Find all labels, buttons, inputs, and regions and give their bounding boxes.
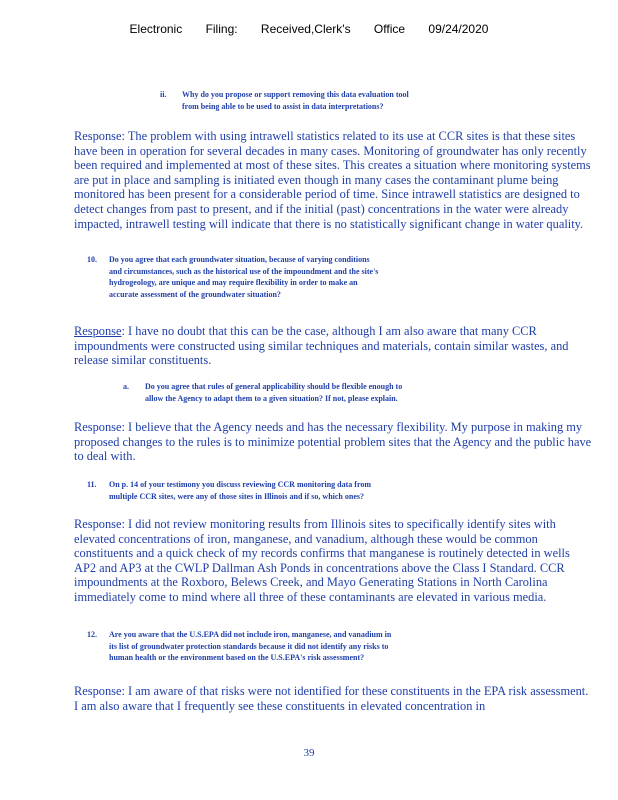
header-received: Received,Clerk's — [260, 22, 351, 36]
response-paragraph-1: Response: The problem with using intrawell statistics related to its use at CCR sites is that these sites have been in operation for several decades in many cases. Monitoring of groundwater has only recently been required and implemented at most of these sites. This creates a situation where monitoring systems are put in place and sampling is initiated even though in many cases the contaminant plume being monitored has been present for a considerable period of time. Since intrawell statistics are designed to detect changes from past to present, and if the initial (past) concentrations in the water were already impacted, intrawell testing will indicate that there is no statistically significant change in water quality. — [74, 129, 591, 231]
question-text: Do you agree that each groundwater situation, because of varying conditions and circumstances, such as the historical use of the impoundment and the site's hydrogeology, are unique and may require flexibility in order to make an accurate assessment of the groundwater situation? — [109, 255, 379, 299]
question-text: Are you aware that the U.S.EPA did not include iron, manganese, and vanadium in its list of groundwater protection standards because it did not identify any risks to human health or the environment based on the U.S.EPA's risk assessment? — [109, 630, 392, 662]
response-text: I did not review monitoring results from Illinois sites to specifically identify sites with elevated concentrations of iron, manganese, and vanadium, although these would be common constituents and a quick check of my records confirms that manganese is routinely detected in wells AP2 and AP3 at the CWLP Dallman Ash Ponds in concentrations above the Class I Standard. CCR impoundments at the Roxboro, Belews Creek, and Mayo Generating Stations in North Carolina immediately come to mind where all three of these contaminants are elevated in various media. — [74, 517, 570, 604]
question-11 — [87, 479, 379, 502]
page-number: 39 — [303, 747, 315, 759]
response-text: The problem with using intrawell statistics related to its use at CCR sites is that these sites have been in operation for several decades in many cases. Monitoring of groundwater has only recently been required and implemented at most of these sites. This creates a situation where monitoring systems are put in place and sampling is initiated even though in many cases the contaminant plume being monitored has been present for a considerable period of time. Since intrawell statistics are designed to detect changes from past to present, and if the initial (past) concentrations in the water were already impacted, intrawell testing will indicate that there is no statistically significant change in water quality. — [74, 129, 591, 231]
question-ii — [160, 89, 412, 112]
header-date: 09/24/2020 — [428, 22, 489, 36]
response-text: I have no doubt that this can be the case, although I am also aware that many CCR impoundments were constructed using similar techniques and materials, contain similar wastes, and release similar constituents. — [74, 324, 569, 368]
question-number: a. — [123, 382, 129, 391]
response-text: I am aware of that risks were not identified for these constituents in the EPA risk assessment. I am also aware that I frequently see these constituents in elevated concentration in — [74, 684, 589, 713]
response-label: Response — [74, 684, 122, 698]
question-number: 11. — [87, 480, 97, 489]
filing-header — [0, 22, 618, 36]
question-number: ii. — [160, 90, 167, 99]
response-text: I believe that the Agency needs and has the necessary flexibility. My purpose in making my proposed changes to the rules is to minimize potential problem sites that the Agency and the public have to deal with. — [74, 420, 592, 464]
question-text: Do you agree that rules of general applicability should be flexible enough to allow the Agency to adapt them to a given situation? If not, please explain. — [145, 382, 403, 403]
question-10 — [87, 254, 384, 300]
response-paragraph-4: Response: I did not review monitoring results from Illinois sites to specifically identify sites with elevated concentrations of iron, manganese, and vanadium, although these would be common constituents and a quick check of my records confirms that manganese is routinely detected in wells AP2 and AP3 at the CWLP Dallman Ash Ponds in concentrations above the Class I Standard. CCR impoundments at the Roxboro, Belews Creek, and Mayo Generating Stations in North Carolina immediately come to mind where all three of these contaminants are elevated in various media. — [74, 517, 570, 604]
response-paragraph-3: Response: I believe that the Agency needs and has the necessary flexibility. My purpose in making my proposed changes to the rules is to minimize potential problem sites that the Agency and the public have to deal with. — [74, 420, 592, 464]
response-label: Response — [74, 517, 122, 531]
header-office: Office — [373, 22, 406, 36]
response-label: Response — [74, 420, 122, 434]
response-paragraph-5: Response: I am aware of that risks were not identified for these constituents in the EPA risk assessment. I am also aware that I frequently see these constituents in elevated concentration in — [74, 684, 589, 713]
response-label: Response — [74, 129, 122, 143]
response-label: Response — [74, 324, 122, 338]
header-filing: Filing: — [205, 22, 238, 36]
question-number: 10. — [87, 255, 97, 264]
question-12 — [87, 629, 399, 664]
header-electronic: Electronic — [129, 22, 183, 36]
question-text: Why do you propose or support removing this data evaluation tool from being able to be used to assist in data interpretations? — [182, 90, 409, 111]
question-number: 12. — [87, 630, 97, 639]
response-paragraph-2: Response: I have no doubt that this can be the case, although I am also aware that many CCR impoundments were constructed using similar techniques and materials, contain similar wastes, and release similar constituents. — [74, 324, 569, 368]
question-a — [123, 381, 420, 404]
question-text: On p. 14 of your testimony you discuss reviewing CCR monitoring data from multiple CCR sites, were any of those sites in Illinois and if so, which ones? — [109, 480, 372, 501]
